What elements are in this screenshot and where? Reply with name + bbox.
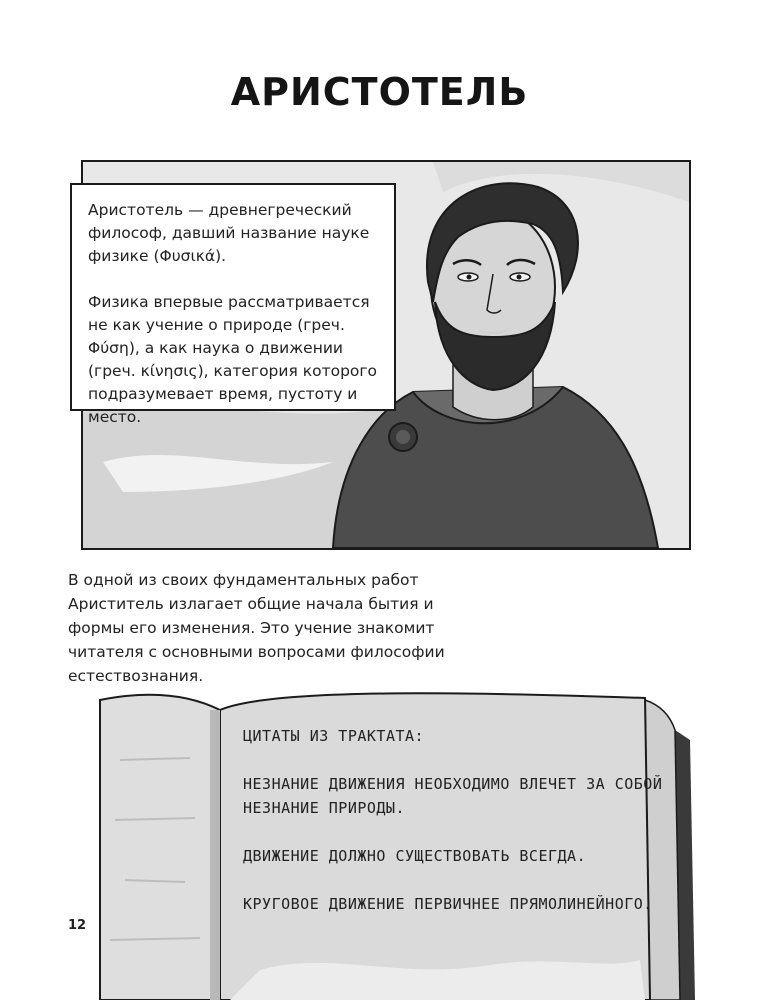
- caption-paragraph-1: Аристотель — древнегреческий философ, давший название науке физике (Φυσικά).: [88, 201, 370, 265]
- page-number: 12: [68, 918, 87, 933]
- page-title: АРИСТОТЕЛЬ: [230, 70, 529, 114]
- quotes-block: [243, 724, 663, 916]
- caption-box: [70, 183, 396, 426]
- body-paragraph: В одной из своих фундаментальных работ Ариститель излагает общие начала бытия и формы его изменения. Это учение знакомит читателя с основными вопросами философии естествознания.: [68, 571, 445, 685]
- quotes-heading: ЦИТАТЫ ИЗ ТРАКТАТА:: [243, 727, 425, 745]
- quote-item: КРУГОВОЕ ДВИЖЕНИЕ ПЕРВИЧНЕЕ ПРЯМОЛИНЕЙНОГО.: [243, 895, 653, 913]
- quote-item: ДВИЖЕНИЕ ДОЛЖНО СУЩЕСТВОВАТЬ ВСЕГДА.: [243, 847, 587, 865]
- quote-item: НЕЗНАНИЕ ДВИЖЕНИЯ НЕОБХОДИМО ВЛЕЧЕТ ЗА СОБОЙ НЕЗНАНИЕ ПРИРОДЫ.: [243, 775, 663, 817]
- caption-paragraph-2: Физика впервые рассматривается не как учение о природе (греч. Φύση), а как наука о движении (греч. κίνησις), категория которого подразумевает время, пустоту и место.: [88, 293, 378, 426]
